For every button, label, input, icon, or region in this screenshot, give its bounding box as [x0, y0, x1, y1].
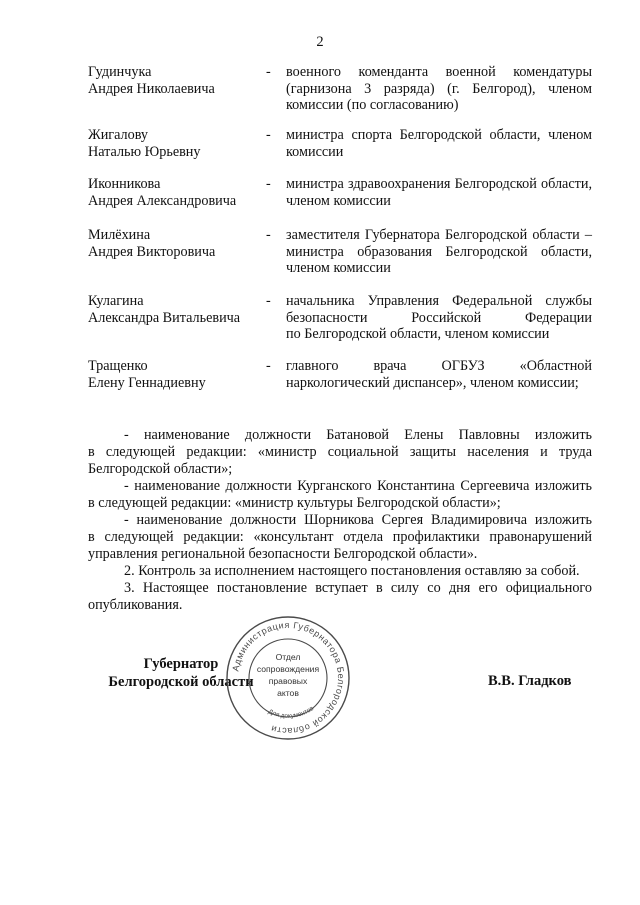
- control-paragraph: 2. Контроль за исполнением настоящего постановления оставляю за собой.: [124, 563, 580, 579]
- member-role: главного врача ОГБУЗ «Областной наркологический диспансер», членом комиссии;: [286, 358, 592, 391]
- member-role: военного коменданта военной комендатуры (гарнизона 3 разряда) (г. Белгород), членом комиссии (по согласованию): [286, 64, 592, 113]
- member-name: Гудинчука Андрея Николаевича: [88, 64, 215, 97]
- signatory-name: В.В. Гладков: [488, 673, 572, 689]
- member-name: Тращенко Елену Геннадиевну: [88, 358, 206, 391]
- member-role: заместителя Губернатора Белгородской области – министра образования Белгородской области, членом комиссии: [286, 227, 592, 276]
- member-dash: -: [266, 176, 271, 192]
- member-dash: -: [266, 293, 271, 309]
- member-role: министра спорта Белгородской области, членом комиссии: [286, 127, 592, 160]
- amendment-paragraph: - наименование должности Курганского Константина Сергеевича изложить в следующей редакции: «министр культуры Белгородской области»;: [88, 478, 592, 512]
- member-role: начальника Управления Федеральной службы безопасности Российской Федерации по Белгородской области, членом комиссии: [286, 293, 592, 342]
- signatory-title: Губернатор Белгородской области: [108, 656, 254, 690]
- stamp-ring-text: Администрация Губернатора Белгородской области: [230, 619, 347, 737]
- member-name: Милёхина Андрея Викторовича: [88, 227, 216, 260]
- stamp-center-line: правовых: [268, 676, 308, 686]
- member-name: Кулагина Александра Витальевича: [88, 293, 241, 326]
- official-stamp: [224, 614, 352, 742]
- member-name: Иконникова Андрея Александровича: [88, 176, 237, 209]
- page-number: 2: [316, 34, 324, 50]
- member-dash: -: [266, 358, 271, 374]
- stamp-bottom-text: Для документов: [267, 705, 316, 720]
- amendment-paragraph: - наименование должности Шорникова Сергея Владимировича изложить в следующей редакции: «консультант отдела профилактики правонарушений управления региональной безопасности Белгородской области».: [88, 512, 592, 563]
- member-dash: -: [266, 227, 271, 243]
- stamp-center-line: сопровождения: [256, 664, 320, 674]
- member-dash: -: [266, 64, 271, 80]
- amendment-paragraph: - наименование должности Батановой Елены Павловны изложить в следующей редакции: «министр социальной защиты населения и труда Белгородской области»;: [88, 427, 592, 478]
- member-role: министра здравоохранения Белгородской области, членом комиссии: [286, 176, 592, 209]
- stamp-center-line: Отдел: [275, 652, 301, 662]
- member-name: Жигалову Наталью Юрьевну: [88, 127, 201, 160]
- stamp-center-line: актов: [277, 688, 299, 698]
- effect-paragraph: 3. Настоящее постановление вступает в силу со дня его официального опубликования.: [88, 580, 592, 614]
- member-dash: -: [266, 127, 271, 143]
